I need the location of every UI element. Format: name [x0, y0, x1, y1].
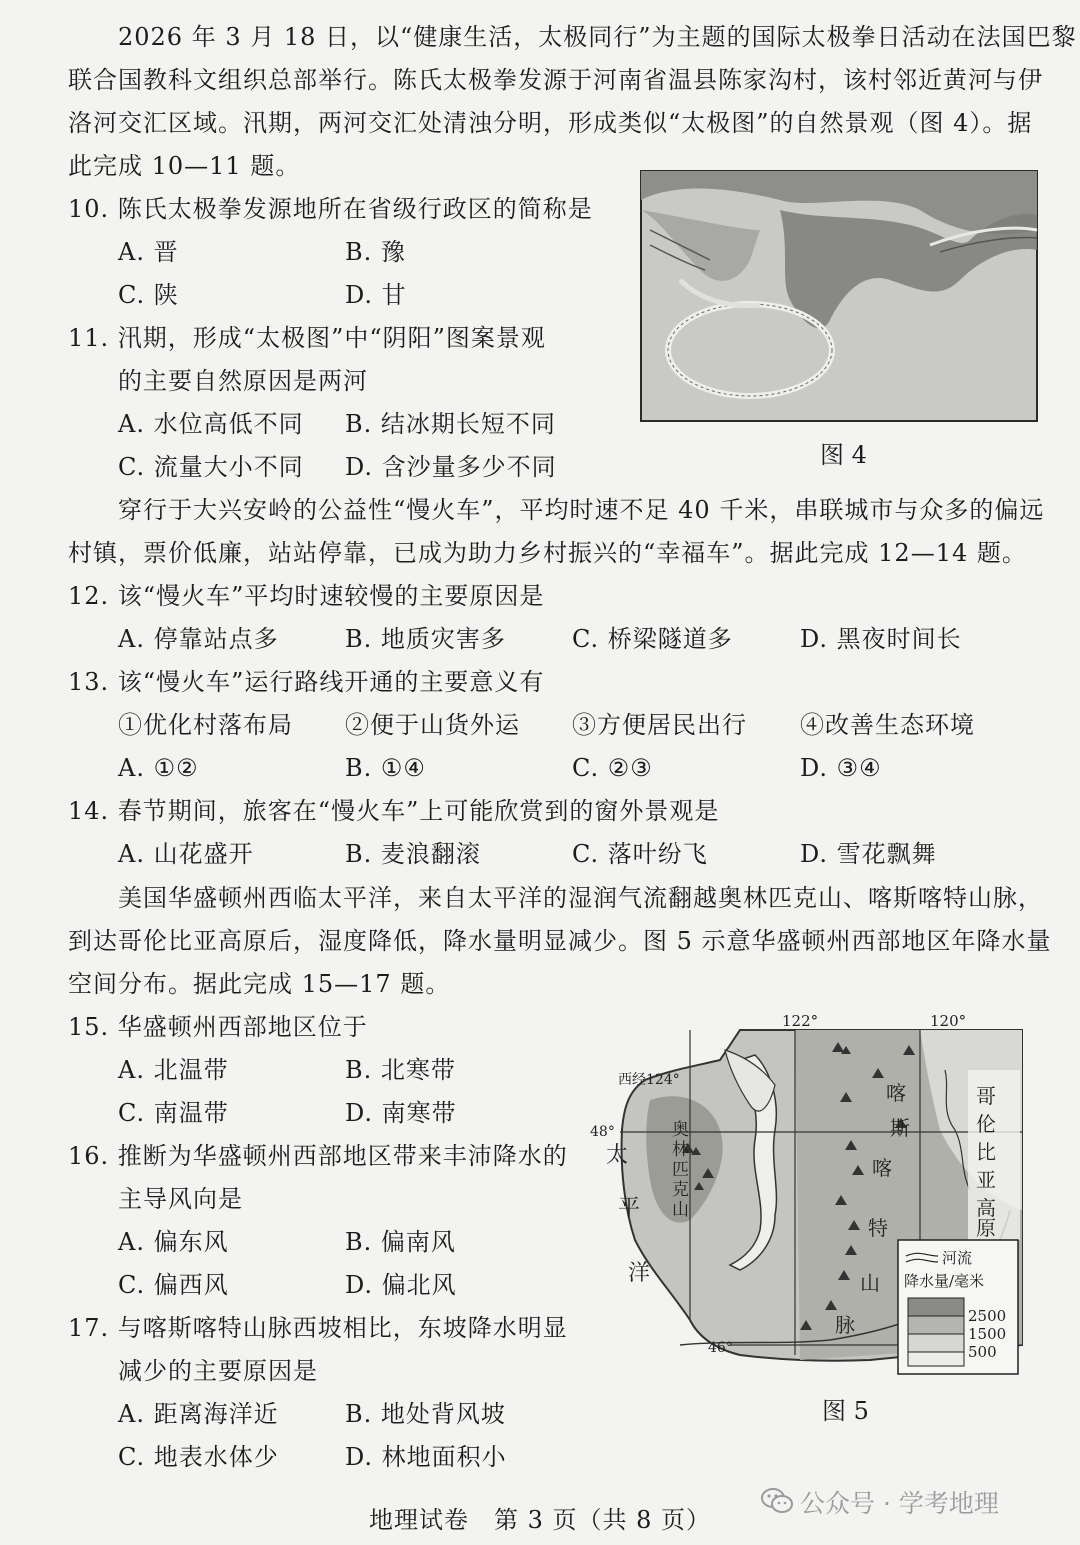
- passage2-line2: 村镇，票价低廉，站站停靠，已成为助力乡村振兴的“幸福车”。据此完成 12—14 题。: [68, 539, 1027, 567]
- q13-option-c: C. ②③: [572, 754, 653, 782]
- columbia-char-4: 亚: [976, 1168, 996, 1192]
- cascade-char-6: 脉: [835, 1313, 855, 1337]
- passage2-line1: 穿行于大兴安岭的公益性“慢火车”，平均时速不足 40 千米，串联城市与众多的偏远: [118, 496, 1045, 524]
- q17-option-d: D. 林地面积小: [345, 1443, 507, 1471]
- q17-stem-line1: 17. 与喀斯喀特山脉西坡相比，东坡降水明显: [68, 1314, 568, 1342]
- olympic-char-5: 山: [672, 1200, 689, 1220]
- passage3-line3: 空间分布。据此完成 15—17 题。: [68, 970, 451, 998]
- columbia-char-3: 比: [976, 1140, 996, 1164]
- q14-option-c: C. 落叶纷飞: [572, 840, 708, 868]
- q14-option-a: A. 山花盛开: [118, 840, 254, 868]
- passage1-line1: 2026 年 3 月 18 日，以“健康生活，太极同行”为主题的国际太极拳日活动在法国巴黎: [118, 23, 1077, 51]
- olympic-char-3: 匹: [672, 1160, 689, 1180]
- olympic-char-2: 林: [672, 1140, 689, 1160]
- q11-option-d: D. 含沙量多少不同: [345, 453, 557, 481]
- q15-option-b: B. 北寒带: [345, 1056, 456, 1084]
- q13-option-d: D. ③④: [800, 754, 882, 782]
- map-legend: [898, 1240, 1018, 1374]
- q11-option-c: C. 流量大小不同: [118, 453, 304, 481]
- passage1-line2: 联合国教科文组织总部举行。陈氏太极拳发源于河南省温县陈家沟村，该村邻近黄河与伊: [68, 66, 1043, 94]
- q14-option-d: D. 雪花飘舞: [800, 840, 937, 868]
- columbia-char-1: 哥: [976, 1084, 996, 1108]
- q16-option-c: C. 偏西风: [118, 1271, 229, 1299]
- passage3-line1: 美国华盛顿州西临太平洋，来自太平洋的湿润气流翻越奥林匹克山、喀斯喀特山脉，: [118, 884, 1043, 912]
- lat-48-label: 48°: [590, 1124, 615, 1140]
- q13-stem: 13. 该“慢火车”运行路线开通的主要意义有: [68, 668, 545, 696]
- olympic-char-1: 奥: [672, 1120, 689, 1140]
- q15-option-d: D. 南寒带: [345, 1099, 457, 1127]
- columbia-char-2: 伦: [976, 1112, 996, 1136]
- pacific-char-2: 平: [618, 1196, 641, 1221]
- q10-option-d: D. 甘: [345, 281, 407, 309]
- q13-option-b: B. ①④: [345, 754, 426, 782]
- watermark-text: 公众号 · 学考地理: [800, 1489, 999, 1518]
- passage1-line3: 洛河交汇区域。汛期，两河交汇处清浊分明，形成类似“太极图”的自然景观（图 4）。据: [68, 109, 1033, 137]
- passage3-line2: 到达哥伦比亚高原后，湿度降低，降水量明显减少。图 5 示意华盛顿州西部地区年降水量: [68, 927, 1052, 955]
- q11-option-b: B. 结冰期长短不同: [345, 410, 556, 438]
- q17-option-a: A. 距离海洋近: [118, 1400, 279, 1428]
- cascade-char-4: 特: [868, 1216, 888, 1240]
- q13-statement-3: ③方便居民出行: [572, 711, 747, 739]
- q13-statement-2: ②便于山货外运: [345, 711, 520, 739]
- q17-stem-line2: 减少的主要原因是: [118, 1357, 318, 1385]
- q11-stem-line2: 的主要自然原因是两河: [118, 367, 368, 395]
- q10-stem: 10. 陈氏太极拳发源地所在省级行政区的简称是: [68, 195, 593, 223]
- legend-value-1500: 1500: [968, 1325, 1007, 1343]
- cascade-char-1: 喀: [886, 1081, 906, 1105]
- q14-stem: 14. 春节期间，旅客在“慢火车”上可能欣赏到的窗外景观是: [68, 797, 720, 825]
- q17-option-c: C. 地表水体少: [118, 1443, 279, 1471]
- lat-46-label: 46°: [708, 1340, 733, 1356]
- lon-124-label: 西经124°: [618, 1072, 680, 1088]
- legend-value-500: 500: [968, 1343, 997, 1361]
- cascade-char-3: 喀: [872, 1156, 892, 1180]
- columbia-char-6: 原: [976, 1216, 996, 1240]
- cascade-char-2: 斯: [890, 1116, 910, 1140]
- q16-option-d: D. 偏北风: [345, 1271, 457, 1299]
- q12-option-a: A. 停靠站点多: [118, 625, 279, 653]
- q16-option-a: A. 偏东风: [118, 1228, 229, 1256]
- legend-value-2500: 2500: [968, 1307, 1007, 1325]
- pacific-char-3: 洋: [628, 1261, 651, 1286]
- q12-option-c: C. 桥梁隧道多: [572, 625, 733, 653]
- figure-4-photo: [640, 170, 1038, 422]
- q12-stem: 12. 该“慢火车”平均时速较慢的主要原因是: [68, 582, 545, 610]
- q10-option-a: A. 晋: [118, 238, 179, 266]
- page-footer: 地理试卷 第 3 页（共 8 页）: [368, 1506, 712, 1534]
- legend-title: 降水量/毫米: [904, 1272, 985, 1290]
- pacific-char-1: 太: [606, 1143, 629, 1168]
- q16-stem-line2: 主导风向是: [118, 1185, 243, 1213]
- cascade-char-5: 山: [860, 1271, 880, 1295]
- q13-option-a: A. ①②: [118, 754, 199, 782]
- q12-option-b: B. 地质灾害多: [345, 625, 506, 653]
- olympic-char-4: 克: [672, 1180, 689, 1200]
- q15-option-c: C. 南温带: [118, 1099, 229, 1127]
- q10-option-c: C. 陕: [118, 281, 179, 309]
- q16-stem-line1: 16. 推断为华盛顿州西部地区带来丰沛降水的: [68, 1142, 568, 1170]
- q15-stem: 15. 华盛顿州西部地区位于: [68, 1013, 368, 1041]
- legend-river-label: 河流: [942, 1249, 973, 1267]
- passage1-line4: 此完成 10—11 题。: [68, 152, 301, 180]
- lon-122-label: 122°: [782, 1012, 819, 1030]
- q16-option-b: B. 偏南风: [345, 1228, 456, 1256]
- q13-statement-4: ④改善生态环境: [800, 711, 975, 739]
- figure-4-caption: 图 4: [820, 441, 867, 469]
- q13-statement-1: ①优化村落布局: [118, 711, 293, 739]
- q14-option-b: B. 麦浪翻滚: [345, 840, 481, 868]
- lon-120-label: 120°: [930, 1012, 967, 1030]
- q12-option-d: D. 黑夜时间长: [800, 625, 962, 653]
- columbia-char-5: 高: [976, 1196, 996, 1220]
- figure-5-caption: 图 5: [822, 1397, 869, 1425]
- q17-option-b: B. 地处背风坡: [345, 1400, 506, 1428]
- q10-option-b: B. 豫: [345, 238, 406, 266]
- q11-option-a: A. 水位高低不同: [118, 410, 304, 438]
- q11-stem-line1: 11. 汛期，形成“太极图”中“阴阳”图案景观: [68, 324, 546, 352]
- figure-5-map: [590, 1010, 1040, 1390]
- q15-option-a: A. 北温带: [118, 1056, 229, 1084]
